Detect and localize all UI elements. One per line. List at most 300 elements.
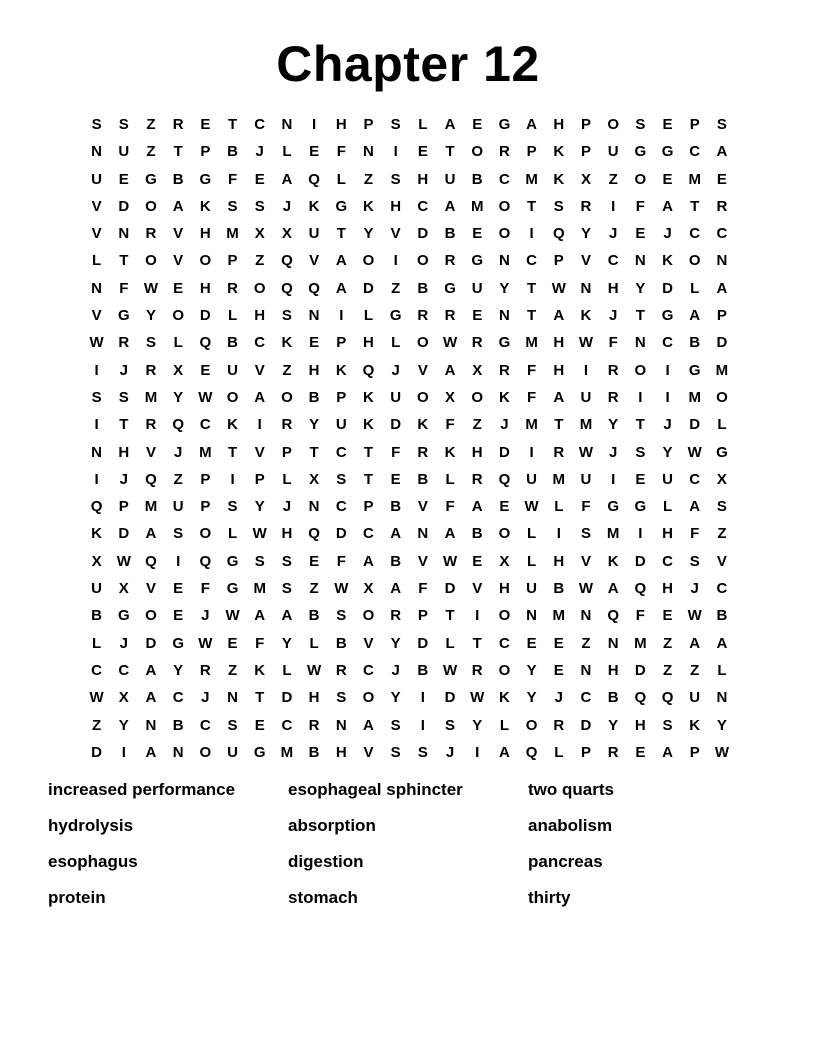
grid-row (83, 222, 743, 249)
grid-row (83, 741, 743, 768)
grid-letter: S (390, 116, 401, 133)
grid-letter: U (471, 279, 483, 297)
grid-letter: B (417, 470, 429, 488)
grid-letter: O (498, 607, 511, 625)
grid-letter: R (471, 470, 483, 488)
grid-letter: C (363, 525, 374, 543)
grid-letter: S (227, 498, 238, 516)
grid-letter: Y (118, 716, 129, 734)
grid-letter: G (607, 498, 619, 516)
grid-letter: P (363, 498, 374, 516)
grid-letter: O (498, 661, 511, 679)
grid-letter: N (498, 252, 510, 270)
grid-letter: C (716, 225, 728, 243)
grid-letter: Y (526, 689, 537, 707)
grid-letter: K (607, 552, 619, 570)
grid-letter: D (662, 279, 673, 297)
grid-letter: O (634, 361, 647, 379)
grid-letter: U (580, 388, 592, 406)
grid-row (83, 413, 743, 440)
grid-letter: T (445, 143, 455, 161)
grid-letter: I (611, 197, 616, 215)
grid-letter: D (634, 661, 646, 679)
grid-letter: L (309, 634, 319, 652)
grid-letter: L (282, 470, 292, 488)
grid-row (83, 714, 743, 741)
grid-letter: T (119, 416, 129, 434)
grid-letter: Z (581, 634, 591, 652)
grid-letter: F (391, 443, 401, 461)
grid-letter: Y (145, 307, 156, 325)
grid-letter: X (281, 225, 292, 243)
grid-letter: F (527, 388, 537, 406)
grid-letter: C (363, 661, 374, 679)
grid-letter: O (362, 607, 375, 625)
grid-letter: Y (281, 634, 292, 652)
grid-letter: Z (92, 716, 102, 734)
grid-letter: Q (145, 470, 157, 488)
grid-letter: N (118, 225, 130, 243)
grid-letter: R (118, 334, 130, 352)
grid-letter: K (363, 388, 374, 406)
grid-letter: J (690, 580, 699, 598)
grid-letter: I (665, 388, 670, 406)
grid-letter: H (199, 225, 211, 243)
grid-letter: U (580, 470, 592, 488)
word-list-item: hydrolysis (48, 816, 134, 835)
grid-letter: E (309, 143, 320, 161)
grid-letter: H (662, 580, 673, 598)
grid-letter: W (89, 334, 104, 352)
grid-letter: N (580, 279, 592, 297)
grid-letter: K (308, 197, 320, 215)
grid-letter: C (199, 416, 211, 434)
grid-letter: Z (146, 143, 156, 161)
grid-letter: M (634, 634, 647, 652)
word-list (48, 778, 768, 922)
grid-letter: Z (662, 634, 673, 652)
grid-letter: R (335, 661, 347, 679)
grid-letter: D (199, 307, 211, 325)
grid-letter: S (227, 197, 238, 215)
grid-letter: I (312, 116, 317, 133)
grid-letter: P (580, 116, 591, 133)
grid-letter: P (689, 116, 700, 133)
grid-letter: S (417, 743, 428, 761)
grid-letter: P (336, 388, 347, 406)
grid-letter: K (199, 197, 211, 215)
grid-letter: J (608, 307, 618, 325)
grid-letter: D (281, 689, 293, 707)
grid-letter: M (144, 498, 158, 516)
grid-letter: E (662, 607, 673, 625)
grid-letter: Y (390, 634, 401, 652)
word-list-item: two quarts (528, 780, 614, 799)
grid-letter: C (91, 661, 103, 679)
grid-letter: A (172, 197, 184, 215)
grid-row (83, 304, 743, 331)
grid-letter: B (308, 607, 320, 625)
grid-letter: V (716, 552, 727, 570)
grid-letter: Y (390, 689, 401, 707)
grid-letter: D (390, 416, 402, 434)
grid-letter: R (498, 361, 510, 379)
grid-letter: D (363, 279, 374, 297)
grid-letter: W (442, 552, 458, 570)
grid-letter: W (143, 279, 159, 297)
grid-letter: Y (608, 716, 619, 734)
grid-letter: W (252, 525, 267, 543)
grid-letter: G (335, 197, 348, 215)
grid-letter: V (145, 580, 156, 598)
grid-letter: U (662, 470, 673, 488)
grid-letter: C (172, 689, 184, 707)
grid-letter: P (580, 743, 591, 761)
grid-letter: V (417, 552, 428, 570)
grid-letter: L (336, 170, 346, 188)
grid-letter: I (393, 143, 398, 161)
grid-letter: A (281, 607, 293, 625)
grid-letter: E (635, 225, 646, 243)
grid-letter: I (475, 743, 480, 761)
grid-letter: I (94, 361, 99, 379)
grid-letter: S (716, 116, 727, 133)
grid-letter: O (145, 197, 157, 215)
grid-letter: X (363, 580, 374, 598)
grid-letter: O (716, 388, 728, 406)
grid-letter: C (689, 143, 701, 161)
grid-row (83, 195, 743, 222)
grid-letter: K (91, 525, 103, 543)
grid-letter: M (525, 416, 538, 434)
grid-letter: E (553, 634, 564, 652)
grid-letter: R (553, 716, 565, 734)
grid-letter: H (471, 443, 483, 461)
grid-letter: E (309, 334, 320, 352)
grid-letter: L (662, 498, 673, 516)
grid-letter: G (661, 143, 674, 161)
grid-letter: G (117, 307, 130, 325)
grid-letter: H (553, 361, 565, 379)
grid-letter: X (91, 552, 102, 570)
grid-letter: B (553, 580, 565, 598)
grid-letter: A (145, 743, 157, 761)
grid-letter: B (417, 279, 429, 297)
grid-letter: P (281, 443, 292, 461)
grid-letter: D (634, 552, 646, 570)
grid-letter: G (145, 170, 157, 188)
word-list-item: absorption (288, 816, 376, 835)
grid-letter: S (716, 498, 727, 516)
grid-letter: S (336, 607, 347, 625)
grid-letter: N (634, 252, 646, 270)
grid-letter: V (363, 743, 374, 761)
grid-letter: L (527, 552, 537, 570)
grid-letter: M (579, 416, 593, 434)
word-list-item: digestion (288, 852, 364, 871)
grid-letter: W (89, 689, 104, 707)
grid-letter: F (690, 525, 700, 543)
grid-letter: P (200, 498, 211, 516)
grid-letter: A (689, 498, 701, 516)
grid-letter: O (145, 607, 157, 625)
grid-row (83, 168, 743, 195)
grid-letter: X (254, 225, 265, 243)
grid-letter: R (227, 279, 238, 297)
grid-letter: Y (499, 279, 510, 297)
grid-row (83, 495, 743, 522)
grid-letter: J (608, 225, 618, 243)
grid-letter: J (445, 743, 455, 761)
grid-letter: L (391, 334, 401, 352)
grid-letter: L (92, 634, 102, 652)
grid-letter: A (390, 580, 402, 598)
grid-letter: N (716, 689, 728, 707)
grid-row (83, 277, 743, 304)
grid-letter: U (308, 225, 320, 243)
grid-letter: S (118, 116, 129, 133)
grid-letter: O (362, 689, 375, 707)
grid-letter: V (472, 580, 483, 598)
grid-letter: T (255, 689, 265, 707)
grid-letter: Y (363, 225, 374, 243)
grid-letter: S (118, 388, 129, 406)
grid-letter: M (688, 170, 701, 188)
grid-letter: R (417, 443, 429, 461)
grid-letter: Z (255, 252, 265, 270)
grid-letter: V (417, 361, 428, 379)
grid-letter: B (444, 225, 456, 243)
grid-letter: O (417, 388, 429, 406)
grid-letter: G (498, 116, 511, 133)
grid-letter: S (553, 197, 564, 215)
grid-letter: O (281, 388, 293, 406)
grid-letter: U (335, 416, 347, 434)
grid-letter: Q (552, 225, 565, 243)
grid-letter: U (689, 689, 701, 707)
word-list-row (48, 814, 768, 850)
grid-row (83, 577, 743, 604)
grid-letter: Z (608, 170, 618, 188)
grid-letter: F (119, 279, 129, 297)
grid-letter: L (92, 252, 102, 270)
grid-letter: E (173, 607, 184, 625)
grid-letter: S (281, 552, 292, 570)
grid-row (83, 632, 743, 659)
grid-letter: O (417, 252, 429, 270)
grid-letter: T (227, 443, 238, 461)
grid-letter: S (91, 116, 102, 133)
grid-letter: O (498, 197, 511, 215)
grid-letter: G (471, 252, 484, 270)
grid-letter: E (227, 634, 238, 652)
grid-letter: J (201, 689, 210, 707)
grid-letter: G (172, 634, 184, 652)
grid-letter: D (145, 634, 157, 652)
grid-letter: M (253, 580, 266, 598)
grid-letter: J (608, 443, 618, 461)
grid-letter: I (420, 689, 425, 707)
grid-letter: A (335, 252, 347, 270)
grid-letter: A (145, 661, 157, 679)
grid-letter: H (662, 525, 673, 543)
grid-letter: M (606, 525, 620, 543)
grid-letter: O (172, 307, 184, 325)
grid-letter: V (254, 361, 265, 379)
grid-letter: K (689, 716, 701, 734)
grid-letter: K (363, 416, 374, 434)
grid-letter: W (578, 334, 594, 352)
grid-letter: Q (281, 279, 293, 297)
grid-letter: A (553, 388, 565, 406)
grid-letter: C (580, 689, 592, 707)
grid-letter: I (529, 443, 534, 461)
word-list-row (48, 886, 768, 922)
grid-letter: P (227, 252, 238, 270)
page-title: Chapter 12 (276, 36, 540, 92)
grid-letter: A (689, 307, 701, 325)
grid-letter: E (417, 143, 428, 161)
grid-letter: A (363, 552, 374, 570)
grid-letter: M (199, 443, 212, 461)
grid-letter: U (390, 388, 402, 406)
grid-letter: N (91, 143, 103, 161)
grid-letter: Q (308, 525, 320, 543)
grid-letter: M (470, 197, 484, 215)
grid-letter: O (498, 225, 511, 243)
grid-letter: C (689, 225, 701, 243)
grid-letter: H (199, 279, 211, 297)
grid-letter: X (472, 361, 483, 379)
grid-letter: A (471, 498, 483, 516)
word-list-item: esophagus (48, 852, 138, 871)
grid-letter: H (553, 552, 565, 570)
grid-letter: V (580, 252, 591, 270)
grid-letter: Q (308, 279, 320, 297)
grid-letter: A (553, 307, 565, 325)
grid-letter: T (336, 225, 346, 243)
grid-letter: R (145, 361, 157, 379)
grid-letter: B (308, 743, 320, 761)
grid-letter: P (336, 334, 347, 352)
grid-letter: I (230, 470, 235, 488)
grid-letter: L (418, 116, 428, 133)
grid-letter: D (444, 689, 456, 707)
grid-letter: A (498, 743, 510, 761)
grid-letter: E (390, 470, 401, 488)
grid-letter: A (335, 279, 347, 297)
grid-letter: B (390, 498, 402, 516)
grid-letter: S (281, 580, 292, 598)
grid-letter: F (608, 334, 618, 352)
grid-letter: P (553, 252, 564, 270)
grid-letter: Z (472, 416, 482, 434)
grid-letter: G (253, 743, 266, 761)
grid-letter: Y (472, 716, 483, 734)
grid-letter: J (201, 607, 210, 625)
word-list-item: esophageal sphincter (288, 780, 463, 799)
grid-letter: W (524, 498, 539, 516)
grid-letter: E (662, 116, 673, 133)
grid-letter: T (527, 279, 537, 297)
grid-letter: E (635, 743, 646, 761)
grid-letter: W (334, 580, 349, 598)
grid-letter: S (390, 743, 401, 761)
grid-letter: X (118, 580, 129, 598)
grid-letter: J (500, 416, 509, 434)
grid-letter: Z (309, 580, 319, 598)
grid-letter: Y (662, 443, 673, 461)
grid-letter: P (689, 743, 700, 761)
grid-letter: W (198, 388, 213, 406)
grid-letter: C (498, 170, 510, 188)
grid-letter: N (363, 143, 374, 161)
grid-letter: S (91, 388, 102, 406)
grid-letter: B (417, 661, 429, 679)
grid-letter: T (227, 116, 238, 133)
grid-row (83, 140, 743, 167)
grid-letter: O (145, 252, 157, 270)
grid-row (83, 550, 743, 577)
grid-letter: J (119, 634, 128, 652)
grid-letter: V (173, 225, 184, 243)
grid-letter: Y (608, 416, 619, 434)
grid-letter: V (173, 252, 184, 270)
grid-letter: A (662, 197, 673, 215)
grid-letter: C (689, 470, 701, 488)
grid-letter: I (583, 361, 589, 379)
grid-letter: O (471, 388, 484, 406)
grid-letter: E (472, 552, 483, 570)
grid-letter: C (281, 716, 293, 734)
grid-letter: L (227, 307, 238, 325)
grid-letter: U (526, 580, 538, 598)
grid-letter: C (417, 197, 429, 215)
grid-letter: S (336, 689, 347, 707)
grid-letter: C (607, 252, 619, 270)
grid-letter: V (390, 225, 401, 243)
grid-letter: M (280, 743, 294, 761)
letter-grid (83, 113, 743, 768)
grid-letter: Q (661, 689, 674, 707)
grid-letter: I (393, 252, 398, 270)
grid-letter: H (254, 307, 266, 325)
grid-letter: L (499, 716, 509, 734)
grid-letter: R (145, 225, 157, 243)
grid-letter: E (254, 170, 265, 188)
grid-letter: T (635, 416, 645, 434)
grid-letter: O (362, 252, 375, 270)
grid-letter: R (716, 197, 728, 215)
grid-letter: H (607, 279, 619, 297)
grid-letter: J (282, 498, 292, 516)
grid-letter: A (444, 197, 456, 215)
grid-letter: F (336, 552, 346, 570)
grid-letter: X (580, 170, 591, 188)
grid-letter: S (173, 525, 184, 543)
grid-letter: A (716, 279, 728, 297)
grid-letter: H (498, 580, 510, 598)
grid-letter: M (144, 388, 158, 406)
grid-letter: F (336, 143, 346, 161)
grid-letter: N (308, 307, 320, 325)
grid-letter: U (526, 470, 538, 488)
grid-letter: F (527, 361, 537, 379)
grid-letter: J (391, 661, 400, 679)
grid-letter: M (715, 361, 729, 379)
grid-letter: I (420, 716, 425, 734)
grid-letter: Q (634, 580, 647, 598)
